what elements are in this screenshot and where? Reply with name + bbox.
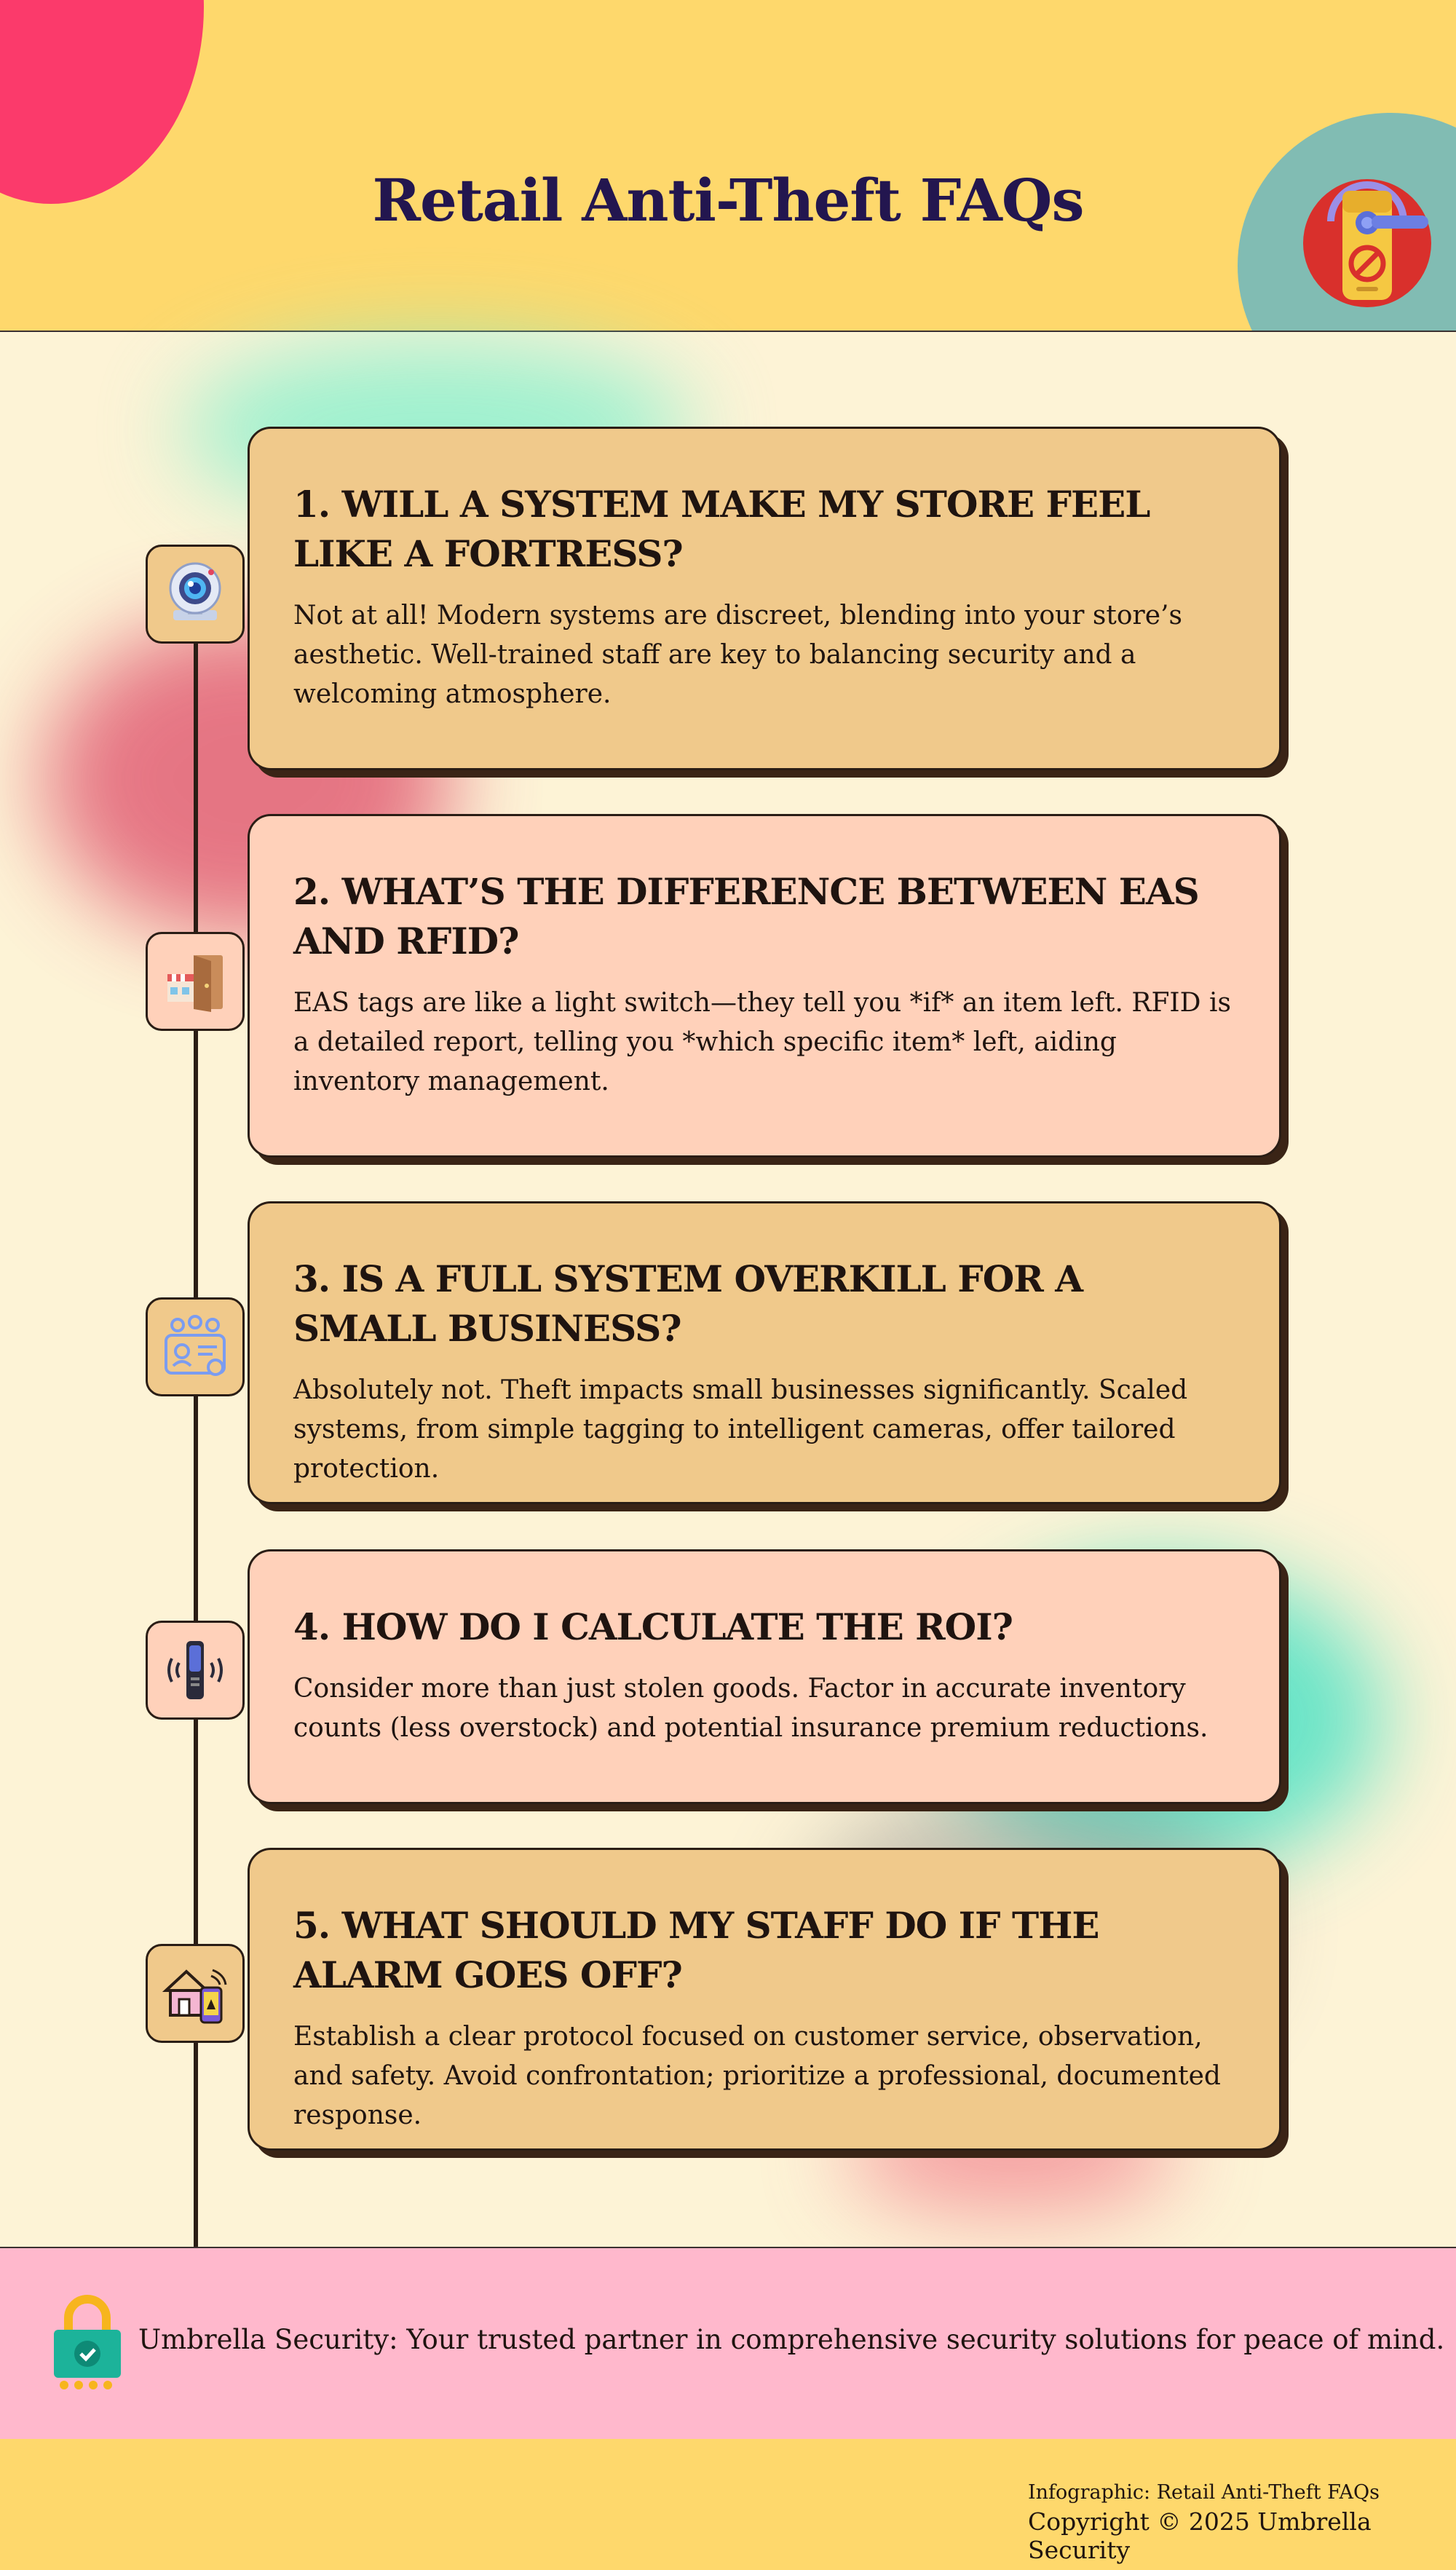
security-camera-icon — [160, 559, 230, 629]
faq-question: 2. WHAT’S THE DIFFERENCE BETWEEN EAS AND RFID? — [293, 870, 1199, 962]
faq-card-2 — [248, 814, 1281, 1158]
footer-caption: Infographic: Retail Anti-Theft FAQs — [1028, 2481, 1380, 2504]
partner-tagline: Umbrella Security: Your trusted partner in comprehensive security solutions for peace of mind. — [138, 2324, 1445, 2355]
page-title: Retail Anti-Theft FAQs — [372, 166, 1084, 234]
timeline-node-1 — [146, 545, 245, 644]
faq-question: 1. WILL A SYSTEM MAKE MY STORE FEEL LIKE A FORTRESS? — [293, 483, 1150, 575]
faq-question: 3. IS A FULL SYSTEM OVERKILL FOR A SMALL BUSINESS? — [293, 1257, 1083, 1350]
faq-question: 4. HOW DO I CALCULATE THE ROI? — [293, 1605, 1013, 1648]
faq-answer: Consider more than just stolen goods. Factor in accurate inventory counts (less overstock) and potential insurance premium reductions. — [293, 1674, 1208, 1743]
faq-answer: Establish a clear protocol focused on customer service, observation, and safety. Avoid confrontation; prioritize a professional, documented response. — [293, 2022, 1221, 2130]
smart-home-alarm-icon — [160, 1958, 230, 2028]
timeline-node-2 — [146, 932, 245, 1031]
faq-question: 5. WHAT SHOULD MY STAFF DO IF THE ALARM GOES OFF? — [293, 1904, 1099, 1996]
footer-copyright: Copyright © 2025 Umbrella Security — [1028, 2507, 1372, 2564]
faq-answer: Absolutely not. Theft impacts small businesses significantly. Scaled systems, from simple tagging to intelligent cameras, offer tailored protection. — [293, 1375, 1188, 1484]
metal-detector-icon — [160, 1635, 230, 1705]
faq-card-4 — [248, 1549, 1281, 1804]
faq-card-3 — [248, 1201, 1281, 1504]
timeline-node-5 — [146, 1944, 245, 2043]
header — [0, 0, 1456, 332]
faq-card-5 — [248, 1848, 1281, 2151]
door-lock-icon — [1302, 178, 1433, 309]
faq-answer: Not at all! Modern systems are discreet, blending into your store’s aesthetic. Well-trained staff are key to balancing security and a welcoming atmosphere. — [293, 601, 1182, 709]
store-door-icon — [160, 946, 230, 1016]
timeline-node-3 — [146, 1297, 245, 1396]
padlock-icon — [50, 2293, 125, 2391]
faq-answer: EAS tags are like a light switch—they tell you *if* an item left. RFID is a detailed report, telling you *which specific item* left, aiding inventory management. — [293, 988, 1231, 1096]
team-id-card-icon — [160, 1312, 230, 1382]
faq-card-1 — [248, 427, 1281, 770]
timeline-node-4 — [146, 1621, 245, 1720]
